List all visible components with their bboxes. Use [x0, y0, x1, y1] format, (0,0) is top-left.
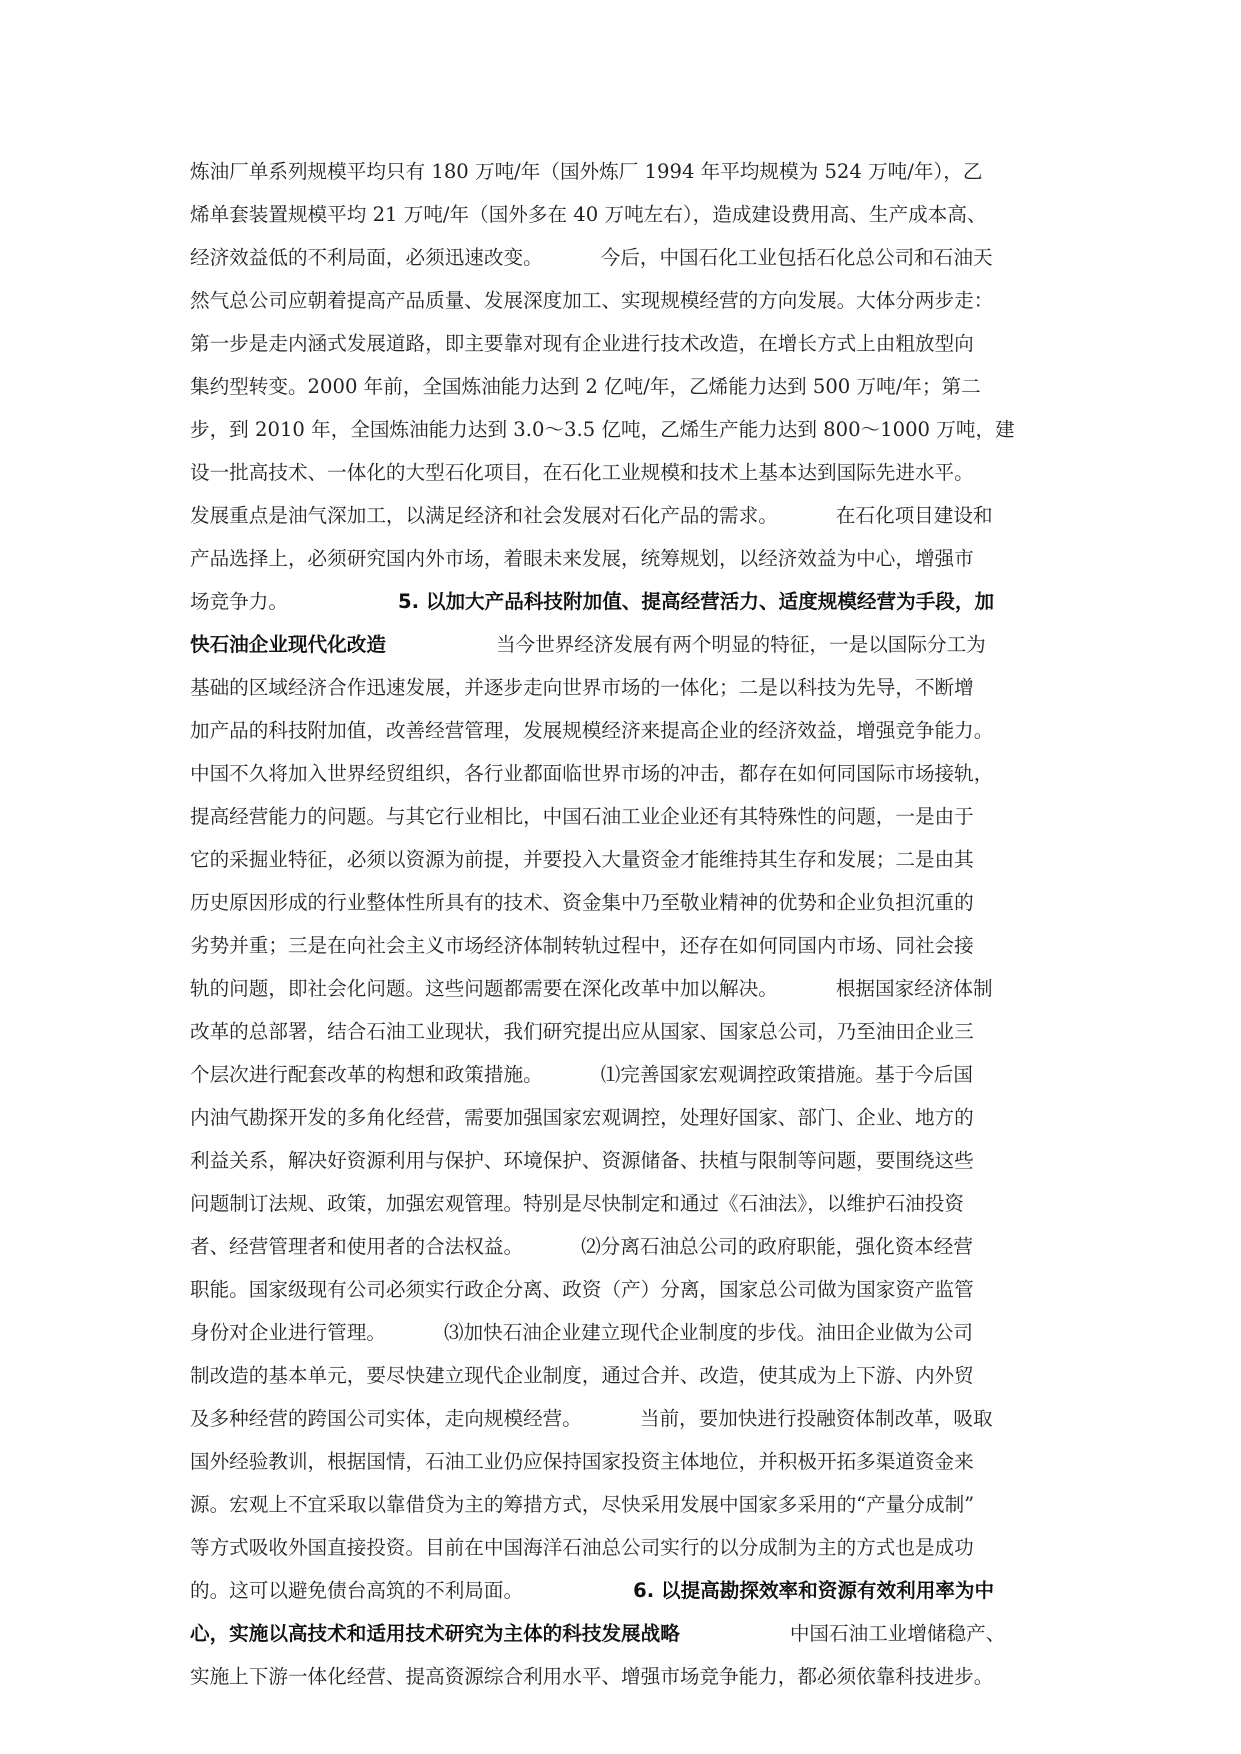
text-segment: 改革的总部署，结合石油工业现状，我们研究提出应从国家、国家总公司，乃至油田企业三 — [190, 1020, 974, 1043]
text-line-6 — [190, 365, 1052, 408]
text-segment: 职能。国家级现有公司必须实行政企分离、政资（产）分离，国家总公司做为国家资产监管 — [190, 1278, 974, 1301]
text-segment: 根据国家经济体制 — [835, 977, 993, 1000]
text-segment: 及多种经营的跨国公司实体，走向规模经营。 — [190, 1407, 582, 1430]
text-line-29 — [190, 1354, 1052, 1397]
text-line-10 — [190, 537, 1052, 580]
text-line-34 — [190, 1569, 1052, 1612]
text-segment: 内油气勘探开发的多角化经营，需要加强国家宏观调控，处理好国家、部门、企业、地方的 — [190, 1106, 974, 1129]
text-line-5 — [190, 322, 1052, 365]
text-segment: 源。宏观上不宜采取以靠借贷为主的筹措方式，尽快采用发展中国家多采用的“产量分成制” — [190, 1493, 975, 1516]
text-segment: 今后，中国石化工业包括石化总公司和石油天 — [600, 246, 993, 269]
text-line-12 — [190, 623, 1052, 666]
text-line-26 — [190, 1225, 1052, 1268]
text-segment: 轨的问题，即社会化问题。这些问题都需要在深化改革中加以解决。 — [190, 977, 778, 1000]
text-segment: 场竞争力。 — [190, 590, 288, 613]
text-line-13 — [190, 666, 1052, 709]
text-segment: 问题制订法规、政策，加强宏观管理。特别是尽快制定和通过《石油法》，以维护石油投资 — [190, 1192, 964, 1215]
text-segment: 利益关系，解决好资源利用与保护、环境保护、资源储备、扶植与限制等问题，要围绕这些 — [190, 1149, 974, 1172]
text-segment: ⑴完善国家宏观调控政策措施。基于今后国 — [600, 1063, 973, 1086]
text-segment: 它的采掘业特征，必须以资源为前提，并要投入大量资金才能维持其生存和发展；二是由其 — [190, 848, 974, 871]
section-heading-6-cont: 心，实施以高技术和适用技术研究为主体的科技发展战略 — [190, 1622, 680, 1645]
text-line-9 — [190, 494, 1052, 537]
text-segment: 劣势并重；三是在向社会主义市场经济体制转轨过程中，还存在如何同国内市场、同社会接 — [190, 934, 974, 957]
text-line-32 — [190, 1483, 1052, 1526]
text-line-2 — [190, 193, 1052, 236]
section-heading-6: 6. 以提高勘探效率和资源有效利用率为中 — [633, 1579, 995, 1602]
text-line-1 — [190, 150, 1052, 193]
text-line-25 — [190, 1182, 1052, 1225]
document-page — [190, 150, 1052, 1698]
text-segment: 国外经验教训，根据国情，石油工业仍应保持国家投资主体地位，并积极开拓多渠道资金来 — [190, 1450, 974, 1473]
text-segment: 中国石油工业增储稳产、 — [789, 1622, 1006, 1645]
section-heading-5: 5. 以加大产品科技附加值、提高经营活力、适度规模经营为手段，加 — [397, 590, 995, 613]
text-segment: 产品选择上，必须研究国内外市场，着眼未来发展，统筹规划，以经济效益为中心，增强市 — [190, 547, 974, 570]
text-segment: 集约型转变。2000 年前，全国炼油能力达到 2 亿吨/年，乙烯能力达到 500 万吨/年；第二 — [190, 375, 981, 398]
text-segment: 炼油厂单系列规模平均只有 180 万吨/年（国外炼厂 1994 年平均规模为 524 万吨/年），乙 — [190, 160, 983, 183]
section-heading-5-cont: 快石油企业现代化改造 — [190, 633, 386, 656]
text-line-27 — [190, 1268, 1052, 1311]
text-line-18 — [190, 881, 1052, 924]
text-segment: 发展重点是油气深加工，以满足经济和社会发展对石化产品的需求。 — [190, 504, 778, 527]
text-segment: 实施上下游一体化经营、提高资源综合利用水平、增强市场竞争能力，都必须依靠科技进步。 — [190, 1665, 994, 1688]
text-segment: 等方式吸收外国直接投资。目前在中国海洋石油总公司实行的以分成制为主的方式也是成功 — [190, 1536, 974, 1559]
text-line-22 — [190, 1053, 1052, 1096]
text-segment: 基础的区域经济合作迅速发展，并逐步走向世界市场的一体化；二是以科技为先导，不断增 — [190, 676, 974, 699]
text-line-3 — [190, 236, 1052, 279]
text-line-36 — [190, 1655, 1052, 1698]
text-segment: 中国不久将加入世界经贸组织，各行业都面临世界市场的冲击，都存在如何同国际市场接轨， — [190, 762, 994, 785]
text-segment: 在石化项目建设和 — [835, 504, 993, 527]
text-line-8 — [190, 451, 1052, 494]
text-line-14 — [190, 709, 1052, 752]
text-segment: 者、经营管理者和使用者的合法权益。 — [190, 1235, 524, 1258]
text-line-23 — [190, 1096, 1052, 1139]
text-segment: 加产品的科技附加值，改善经营管理，发展规模经济来提高企业的经济效益，增强竞争能力。 — [190, 719, 994, 742]
text-line-21 — [190, 1010, 1052, 1053]
text-line-15 — [190, 752, 1052, 795]
text-segment: 提高经营能力的问题。与其它行业相比，中国石油工业企业还有其特殊性的问题，一是由于 — [190, 805, 974, 828]
text-segment: 步，到 2010 年，全国炼油能力达到 3.0～3.5 亿吨，乙烯生产能力达到 800～1000 万吨，建 — [190, 418, 1015, 441]
text-line-7 — [190, 408, 1052, 451]
text-line-20 — [190, 967, 1052, 1010]
text-segment: 身份对企业进行管理。 — [190, 1321, 386, 1344]
text-segment: ⑵分离石油总公司的政府职能，强化资本经营 — [581, 1235, 973, 1258]
text-segment: 当前，要加快进行投融资体制改革，吸取 — [639, 1407, 993, 1430]
text-segment: 当今世界经济发展有两个明显的特征，一是以国际分工为 — [495, 633, 986, 656]
text-line-19 — [190, 924, 1052, 967]
text-segment: 然气总公司应朝着提高产品质量、发展深度加工、实现规模经营的方向发展。大体分两步走： — [190, 289, 994, 312]
text-line-35 — [190, 1612, 1052, 1655]
text-segment: 个层次进行配套改革的构想和政策措施。 — [190, 1063, 543, 1086]
text-line-33 — [190, 1526, 1052, 1569]
text-line-16 — [190, 795, 1052, 838]
text-line-31 — [190, 1440, 1052, 1483]
text-line-24 — [190, 1139, 1052, 1182]
text-line-11 — [190, 580, 1052, 623]
text-segment: 第一步是走内涵式发展道路，即主要靠对现有企业进行技术改造，在增长方式上由粗放型向 — [190, 332, 974, 355]
text-line-30 — [190, 1397, 1052, 1440]
text-segment: 设一批高技术、一体化的大型石化项目，在石化工业规模和技术上基本达到国际先进水平。 — [190, 461, 974, 484]
text-segment: 经济效益低的不利局面，必须迅速改变。 — [190, 246, 543, 269]
text-segment: 制改造的基本单元，要尽快建立现代企业制度，通过合并、改造，使其成为上下游、内外贸 — [190, 1364, 974, 1387]
text-segment: 的。这可以避免债台高筑的不利局面。 — [190, 1579, 524, 1602]
text-line-17 — [190, 838, 1052, 881]
text-segment: ⑶加快石油企业建立现代企业制度的步伐。油田企业做为公司 — [443, 1321, 973, 1344]
text-line-28 — [190, 1311, 1052, 1354]
text-segment: 历史原因形成的行业整体性所具有的技术、资金集中乃至敬业精神的优势和企业负担沉重的 — [190, 891, 974, 914]
text-segment: 烯单套装置规模平均 21 万吨/年（国外多在 40 万吨左右），造成建设费用高、生产成本高、 — [190, 203, 987, 226]
text-line-4 — [190, 279, 1052, 322]
